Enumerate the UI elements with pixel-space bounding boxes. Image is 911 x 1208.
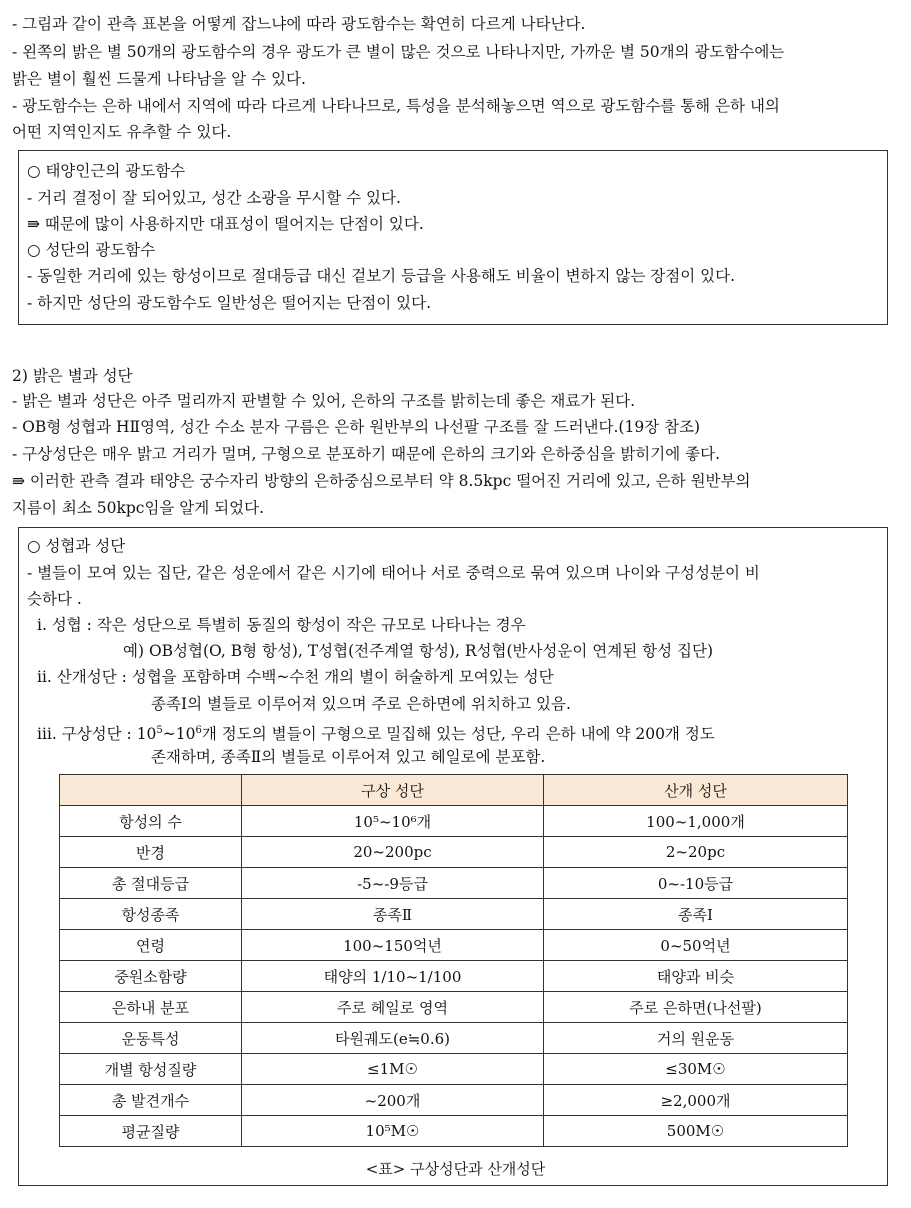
open-value: 주로 은하면(나선팔): [544, 992, 848, 1023]
table-row: [60, 1085, 848, 1116]
globular-value: 종족Ⅱ: [242, 899, 544, 930]
section2-line-2: - OB형 성협과 HⅡ영역, 성간 수소 분자 구름은 은하 원반부의 나선팔 구조를 잘 드러낸다.(19장 참조): [12, 418, 701, 436]
open-value: 500M☉: [544, 1116, 848, 1147]
open-value: 거의 원운동: [544, 1023, 848, 1054]
globular-value: 10⁵M☉: [242, 1116, 544, 1147]
table-row: [60, 837, 848, 868]
open-value: ≤30M☉: [544, 1054, 848, 1085]
row-label: 중원소함량: [60, 961, 242, 992]
row-label: 총 발견개수: [60, 1085, 242, 1116]
globular-value: -5~-9등급: [242, 868, 544, 899]
row-label: 연령: [60, 930, 242, 961]
intro-line-3: 밝은 별이 훨씬 드물게 나타남을 알 수 있다.: [12, 70, 306, 88]
section2-line-3: - 구상성단은 매우 밝고 거리가 멀며, 구형으로 분포하기 때문에 은하의 크기와 은하중심을 밝히기에 좋다.: [12, 445, 721, 463]
header-open: 산개 성단: [544, 775, 848, 806]
table-row: [60, 930, 848, 961]
box1-line-2: - 거리 결정이 잘 되어있고, 성간 소광을 무시할 수 있다.: [27, 189, 401, 207]
open-value: 태양과 비슷: [544, 961, 848, 992]
table-row: [60, 1116, 848, 1147]
table-header-row: [60, 775, 848, 806]
row-label: 운동특성: [60, 1023, 242, 1054]
section2-line-5: 지름이 최소 50kpc임을 알게 되었다.: [12, 499, 265, 517]
row-label: 개별 항성질량: [60, 1054, 242, 1085]
globular-cluster-line-1: ⅲ. 구상성단 : $10^5\sim 10^6$개 정도의 별들이 구형으로 밀집해 있는 성단, 우리 은하 내에 약 200개 정도: [37, 725, 715, 744]
table-row: [60, 899, 848, 930]
table-row: [60, 806, 848, 837]
box1-line-5: - 동일한 거리에 있는 항성이므로 절대등급 대신 겉보기 등급을 사용해도 비율이 변하지 않는 장점이 있다.: [27, 267, 736, 285]
open-value: 0~50억년: [544, 930, 848, 961]
box2-heading: ○ 성협과 성단: [27, 537, 126, 555]
row-label: 평균질량: [60, 1116, 242, 1147]
intro-line-5: 어떤 지역인지도 유추할 수 있다.: [12, 123, 232, 141]
luminosity-function-box: [18, 150, 888, 325]
table-row: [60, 961, 848, 992]
box2-desc-line-2: 슷하다 .: [27, 590, 82, 608]
open-value: 0~-10등급: [544, 868, 848, 899]
table-row: [60, 992, 848, 1023]
table-row: [60, 868, 848, 899]
globular-value: 20~200pc: [242, 837, 544, 868]
section2-line-1: - 밝은 별과 성단은 아주 멀리까지 판별할 수 있어, 은하의 구조를 밝히는데 좋은 재료가 된다.: [12, 392, 636, 410]
open-cluster-line-2: 종족Ⅰ의 별들로 이루어져 있으며 주로 은하면에 위치하고 있음.: [151, 695, 571, 713]
intro-line-1: - 그림과 같이 관측 표본을 어떻게 잡느냐에 따라 광도함수는 확연히 다르게 나타난다.: [12, 15, 586, 33]
globular-value: 10⁵~10⁶개: [242, 806, 544, 837]
globular-value: 주로 헤일로 영역: [242, 992, 544, 1023]
table-caption: <표> 구상성단과 산개성단: [365, 1160, 546, 1178]
box1-line-6: - 하지만 성단의 광도함수도 일반성은 떨어지는 단점이 있다.: [27, 294, 432, 312]
row-label: 총 절대등급: [60, 868, 242, 899]
header-blank: [60, 775, 242, 806]
globular-value: ~200개: [242, 1085, 544, 1116]
row-label: 항성의 수: [60, 806, 242, 837]
association-line-2: 예) OB성협(O, B형 항성), T성협(전주계열 항성), R성협(반사성운이 연계된 항성 집단): [123, 642, 713, 660]
box1-line-1: ○ 태양인근의 광도함수: [27, 162, 186, 180]
row-label: 항성종족: [60, 899, 242, 930]
row-label: 반경: [60, 837, 242, 868]
box2-desc-line-1: - 별들이 모여 있는 집단, 같은 성운에서 같은 시기에 태어나 서로 중력으로 묶여 있으며 나이와 구성성분이 비: [27, 564, 760, 582]
globular-value: ≤1M☉: [242, 1054, 544, 1085]
globular-value: 태양의 1/10~1/100: [242, 961, 544, 992]
section2-line-4: ⇛ 이러한 관측 결과 태양은 궁수자리 방향의 은하중심으로부터 약 8.5kpc 떨어진 거리에 있고, 은하 원반부의: [12, 472, 751, 490]
intro-line-4: - 광도함수는 은하 내에서 지역에 따라 다르게 나타나므로, 특성을 분석해놓으면 역으로 광도함수를 통해 은하 내의: [12, 97, 780, 115]
box1-line-4: ○ 성단의 광도함수: [27, 241, 156, 259]
open-value: 100~1,000개: [544, 806, 848, 837]
globular-cluster-line-2: 존재하며, 종족Ⅱ의 별들로 이루어져 있고 헤일로에 분포함.: [151, 748, 546, 766]
section2-heading: 2) 밝은 별과 성단: [12, 367, 133, 385]
header-globular: 구상 성단: [242, 775, 544, 806]
association-line-1: ⅰ. 성협 : 작은 성단으로 특별히 동질의 항성이 작은 규모로 나타나는 경우: [37, 616, 526, 634]
open-value: ≥2,000개: [544, 1085, 848, 1116]
row-label: 은하내 분포: [60, 992, 242, 1023]
table-row: [60, 1054, 848, 1085]
open-cluster-line-1: ⅱ. 산개성단 : 성협을 포함하며 수백~수천 개의 별이 허술하게 모여있는 성단: [37, 668, 554, 686]
globular-value: 100~150억년: [242, 930, 544, 961]
table-row: [60, 1023, 848, 1054]
globular-value: 타원궤도(e≒0.6): [242, 1023, 544, 1054]
box1-line-3: ⇛ 때문에 많이 사용하지만 대표성이 떨어지는 단점이 있다.: [27, 215, 424, 233]
open-value: 종족Ⅰ: [544, 899, 848, 930]
intro-line-2: - 왼쪽의 밝은 별 50개의 광도함수의 경우 광도가 큰 별이 많은 것으로 나타나지만, 가까운 별 50개의 광도함수에는: [12, 43, 785, 61]
cluster-comparison-table: [59, 774, 848, 1147]
open-value: 2~20pc: [544, 837, 848, 868]
